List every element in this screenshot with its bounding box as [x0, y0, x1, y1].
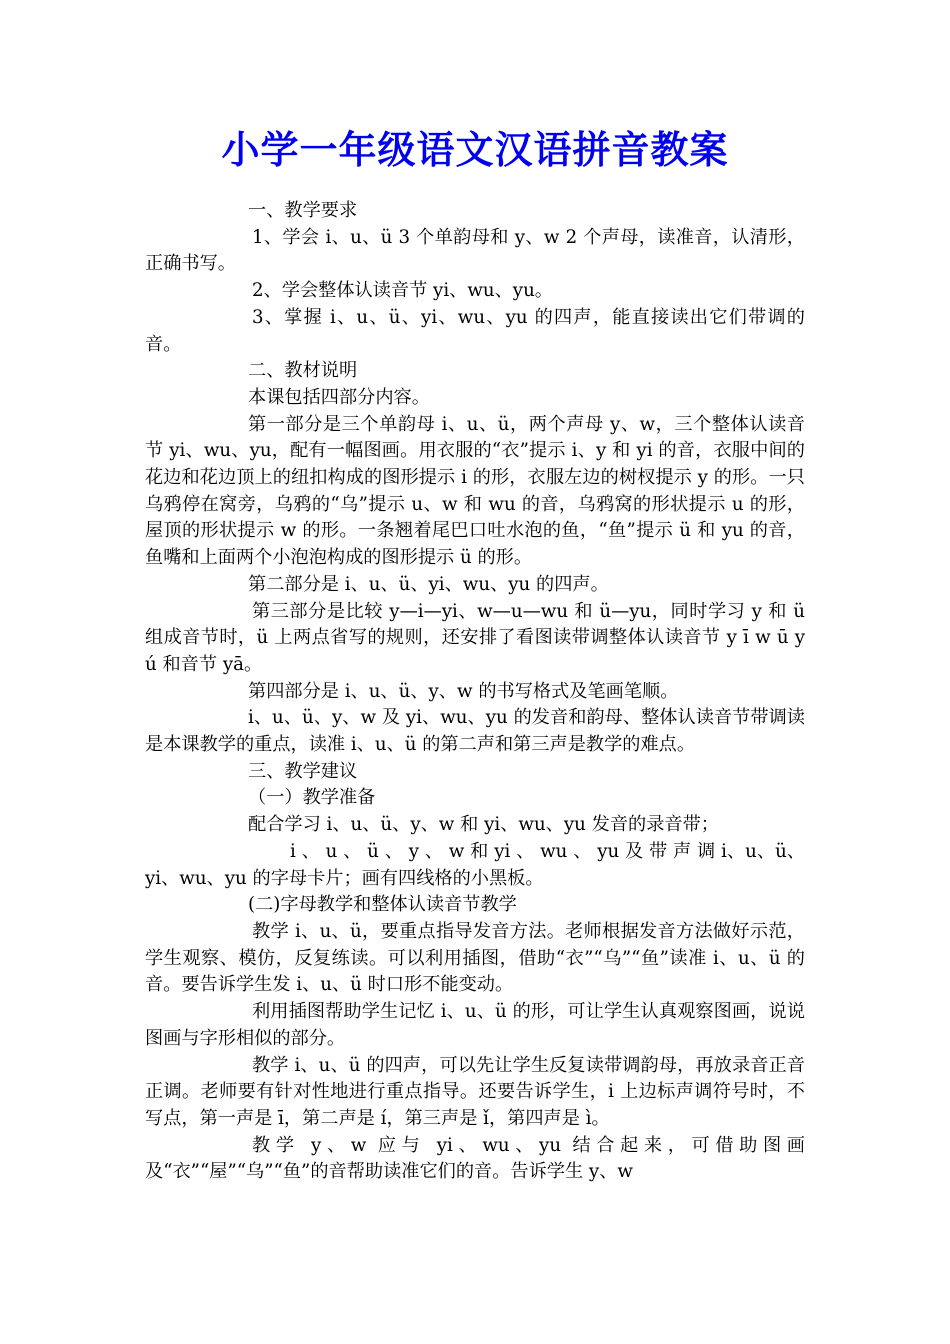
paragraph: 2、学会整体认读音节 yi、wu、yu。: [252, 280, 553, 302]
document-body: [145, 198, 805, 1186]
paragraph: 教学 y、w 应与 yi、wu、yu 结合起来，可借助图画及“衣”“屋”“乌”“鱼”的音帮助读准它们的音。告诉学生 y、w: [145, 1134, 805, 1183]
paragraph: 教学 i、u、ü 的四声，可以先让学生反复读带调韵母，再放录音正音正调。老师要有针对性地进行重点指导。还要告诉学生，i 上边标声调符号时，不写点，第一声是 ī，第二声是 í，第三声是 ǐ，第四声是 ì。: [145, 1054, 805, 1129]
paragraph: 3、掌握 i、u、ü、yi、wu、yu 的四声，能直接读出它们带调的音。: [145, 306, 805, 355]
paragraph: 1、学会 i、u、ü 3 个单韵母和 y、w 2 个声母，读准音，认清形，正确书写。: [145, 226, 805, 275]
paragraph: 第一部分是三个单韵母 i、u、ü，两个声母 y、w，三个整体认读音节 yi、wu、yu，配有一幅图画。用衣服的“衣”提示 i、y 和 yi 的音，衣服中间的花边和花边顶上的纽扣构成的图形提示 i 的形，衣服左边的树杈提示 y 的形。一只乌鸦停在窝旁，乌鸦的“乌”提示 u、w 和 wu 的音，乌鸦窝的形状提示 u 的形，屋顶的形状提示 w 的形。一条翘着尾巴口吐水泡的鱼，“鱼”提示 ü 和 yu 的音，鱼嘴和上面两个小泡泡构成的图形提示 ü 的形。: [145, 413, 805, 569]
paragraph: i、u、ü、y、w 及 yi、wu、yu 的发音和韵母、整体认读音节带调读是本课教学的重点，读准 i、u、ü 的第二声和第三声是教学的难点。: [145, 707, 805, 756]
paragraph: 第二部分是 i、u、ü、yi、wu、yu 的四声。: [248, 573, 609, 595]
paragraph: i 、 u 、 ü 、 y 、 w 和 yi 、 wu 、 yu 及 带 声 调 i、u、ü、yi、wu、yu 的字母卡片；画有四线格的小黑板。: [145, 840, 805, 889]
paragraph: 利用插图帮助学生记忆 i、u、ü 的形，可让学生认真观察图画，说说图画与字形相似的部分。: [145, 1001, 805, 1049]
section-heading: 一、教学要求: [248, 200, 358, 221]
document-title: 小学一年级语文汉语拼音教案: [221, 127, 729, 172]
paragraph: 教学 i、u、ü，要重点指导发音方法。老师根据发音方法做好示范，学生观察、模仿，反复练读。可以利用插图，借助“衣”“乌”“鱼”读准 i、u、ü 的音。要告诉学生发 i、u、ü 时口形不能变动。: [145, 920, 805, 996]
section-heading: 三、教学建议: [248, 760, 358, 782]
section-heading: 二、教材说明: [248, 360, 358, 382]
paragraph: 第四部分是 i、u、ü、y、w 的书写格式及笔画笔顺。: [248, 680, 679, 702]
subsection-heading: （一）教学准备: [248, 787, 376, 809]
paragraph: 本课包括四部分内容。: [248, 386, 430, 408]
paragraph: 配合学习 i、u、ü、y、w 和 yi、wu、yu 发音的录音带；: [248, 814, 719, 836]
subsection-heading: (二)字母教学和整体认读音节教学: [248, 894, 517, 916]
paragraph: 第三部分是比较 y—i—yi、w—u—wu 和 ü—yu，同时学习 y 和 ü 组成音节时，ü 上两点省写的规则，还安排了看图读带调整体认读音节 y ī w ū y ú 和音节 yā。: [145, 600, 805, 675]
